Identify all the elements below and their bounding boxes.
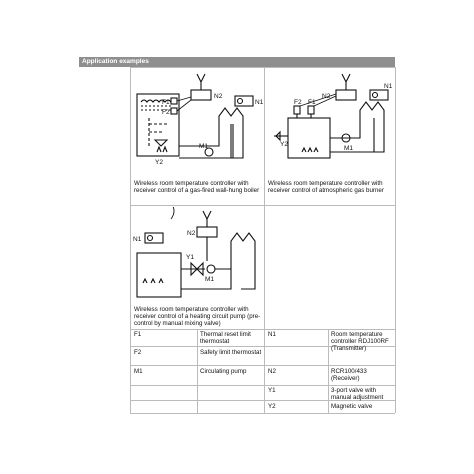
diagram-atmospheric-burner [266, 68, 394, 178]
caption-atmospheric-burner: Wireless room temperature controller with receiver control of atmospheric gas burner [268, 180, 384, 195]
grid-line [130, 205, 395, 206]
grid-line [130, 385, 395, 386]
diagram-wall-hung-boiler [131, 68, 263, 178]
legend-code-m1: M1 [134, 368, 143, 375]
legend-desc-f1: Thermal reset limit thermostat [200, 331, 251, 346]
grid-line [130, 329, 395, 330]
caption-wall-hung-boiler: Wireless room temperature controller with receiver control of a gas-fired wall-hung boiler [134, 180, 260, 195]
legend-desc-n1: Room temperature controller RDJ100RF (Transmitter) [331, 331, 389, 353]
legend-code-n1: N1 [268, 331, 276, 338]
grid-line [130, 413, 395, 414]
grid-line [130, 365, 395, 366]
label-n2: N2 [322, 93, 331, 100]
legend-code-n2: N2 [268, 368, 276, 375]
boiler-body [137, 94, 179, 156]
section-header: Application examples [79, 57, 395, 67]
label-y2: Y2 [280, 141, 288, 148]
grid-line [197, 329, 198, 413]
label-f2: F2 [162, 109, 170, 116]
grid-line [328, 329, 329, 413]
label-n1: N1 [133, 236, 142, 243]
label-m1: M1 [205, 276, 215, 283]
label-f2: F2 [294, 99, 302, 106]
label-n1: N1 [384, 83, 393, 90]
legend-desc-y2: Magnetic valve [331, 403, 373, 410]
legend-desc-m1: Circulating pump [200, 368, 247, 375]
label-f1: F1 [308, 99, 316, 106]
legend-desc-y1: 3-port valve with manual adjustment [331, 387, 384, 402]
grid-line [264, 67, 265, 413]
label-y1: Y1 [186, 254, 194, 261]
label-m1: M1 [199, 143, 209, 150]
legend-desc-n2: RCR100/433 (Receiver) [331, 368, 367, 383]
label-f1: F1 [162, 99, 170, 106]
caption-heating-circuit-pump: Wireless room temperature controller with receiver control of a heating circuit pump (pre-control by manual mixing valve) [134, 306, 261, 328]
label-n2: N2 [214, 93, 223, 100]
legend-code-f1: F1 [134, 331, 142, 338]
diagram-heating-circuit-pump [131, 207, 263, 303]
label-y2: Y2 [155, 159, 163, 166]
label-n2: N2 [187, 230, 196, 237]
legend-code-f2: F2 [134, 349, 142, 356]
label-n1: N1 [255, 99, 263, 106]
grid-line [395, 67, 396, 413]
legend-desc-f2: Safety limit thermostat [200, 349, 262, 356]
legend-code-y2: Y2 [268, 403, 276, 410]
legend-code-y1: Y1 [268, 387, 276, 394]
label-m1: M1 [344, 145, 354, 152]
